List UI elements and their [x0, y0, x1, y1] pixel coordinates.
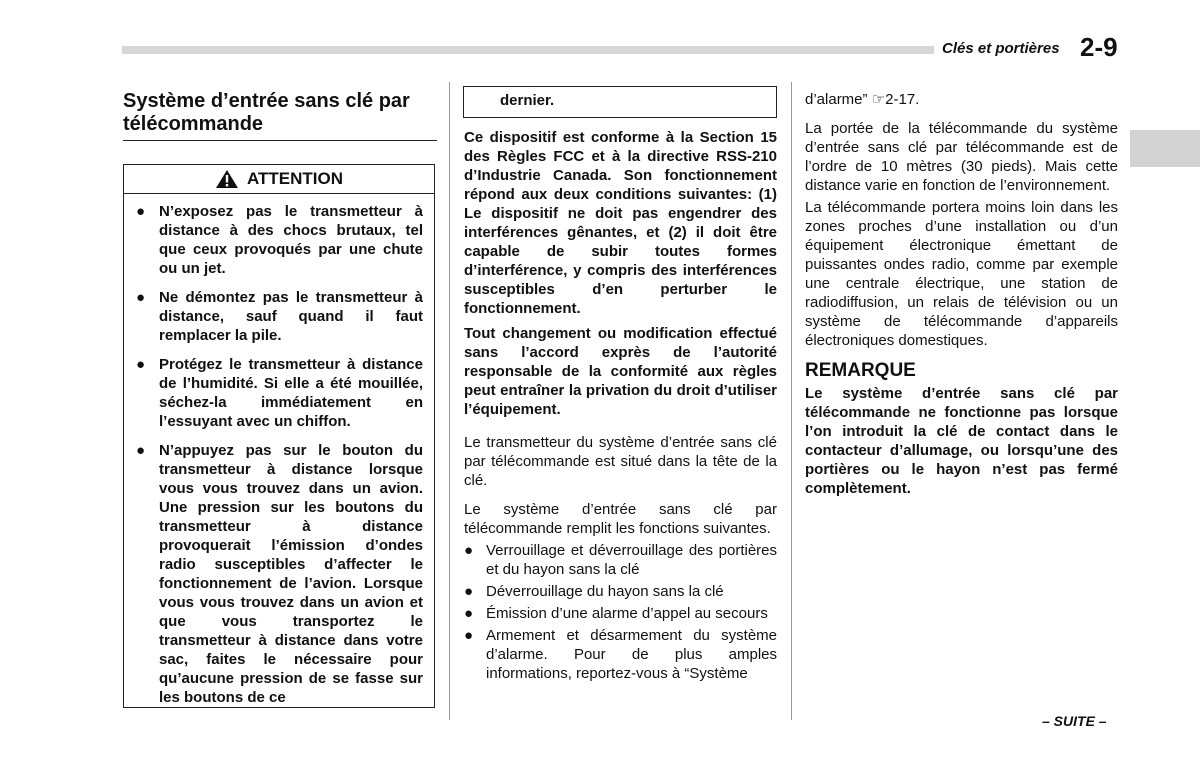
modification-warning-text: Tout changement ou modification effectué sans l’accord exprès de l’autorité responsable de la conformité aux règles peut entraîner la privation du droit d’utiliser l’équipement.: [464, 325, 777, 418]
fcc-compliance-text: Ce dispositif est conforme à la Section 15 des Règles FCC et à la directive RSS-210 d’Industrie Canada. Son fonctionnement répond aux deux conditions suivantes: (1) Le dispositif ne doit pas engendrer des interférences gênantes, et (2) il doit être capable de subir toutes formes d’interférence, y compris des interférences susceptibles d’en perturber le fonctionnement.: [464, 129, 777, 317]
header-section-title: Clés et portières: [942, 40, 1060, 57]
remarque-text: Le système d’entrée sans clé par télécommande ne fonctionne pas lorsque l’on introduit la clé de contact dans le contacteur d’allumage, ou lorsqu’une des portières ou le hayon n’est pas fermé complètement.: [805, 385, 1118, 497]
bullet-icon: ●: [464, 627, 474, 644]
column-divider-left: [449, 82, 450, 720]
transmitter-location-text: Le transmetteur du système d’entrée sans clé par télécommande est situé dans la tête de la clé.: [464, 434, 777, 489]
warning-triangle-icon: [215, 169, 239, 189]
continued-marker: – SUITE –: [1042, 713, 1107, 729]
remarque-heading: REMARQUE: [805, 360, 916, 381]
attention-list: [124, 194, 434, 707]
bullet-icon: ●: [136, 442, 146, 459]
page-reference: 2-17.: [885, 91, 920, 108]
page-number: 2-9: [1080, 32, 1118, 62]
attention-item: ● Protégez le transmetteur à distance de l’humidité. Si elle a été mouillée, séchez-la immédiatement en l’essuyant avec un chiffon.: [136, 356, 423, 430]
right-column: [805, 90, 1118, 504]
attention-continuation-box: [463, 86, 777, 118]
middle-column: [464, 128, 777, 686]
range-text: La portée de la télécommande du système d’entrée sans clé par télécommande est de l’ordre de 10 mètres (30 pieds). Mais cette distance varie en fonction de l’environnement.: [805, 120, 1118, 194]
alarm-reference: d’alarme” ☞2-17.: [805, 91, 920, 108]
bullet-icon: ●: [136, 289, 146, 306]
bullet-icon: ●: [464, 583, 474, 600]
attention-item: ● N’appuyez pas sur le bouton du transmetteur à distance lorsque vous vous trouvez dans un avion. Une pression sur les boutons du transmetteur à distance provoquerait l’émission d’ondes radio susceptibles d’affecter le fonctionnement de l’avion. Lorsque vous vous trouvez dans un avion et que vous transportez le transmetteur à distance dans votre sac, faites le nécessaire pour qu’aucune pression de se fasse sur les boutons de ce: [136, 442, 423, 706]
function-item: ● Armement et désarmement du système d’alarme. Pour de plus amples informations, reportez-vous à “Système: [464, 627, 777, 682]
function-item: ● Verrouillage et déverrouillage des portières et du hayon sans la clé: [464, 542, 777, 578]
header-rule: [122, 46, 934, 54]
interference-text: La télécommande portera moins loin dans les zones proches d’une installation ou d’un équipement électronique émettant de puissantes ondes radio, comme par exemple une centrale électrique, une station de radiodiffusion, un relais de télévision ou un système de télécommande d’appareils électroniques domestiques.: [805, 199, 1118, 349]
bullet-icon: ●: [136, 203, 146, 220]
functions-list: [464, 541, 777, 683]
attention-box: [123, 164, 435, 708]
section-tab-marker: [1130, 130, 1200, 167]
attention-item: ● Ne démontez pas le transmetteur à distance, sauf quand il faut remplacer la pile.: [136, 289, 423, 344]
functions-intro-text: Le système d’entrée sans clé par télécommande remplit les fonctions suivantes.: [464, 501, 777, 537]
column-divider-right: [791, 82, 792, 720]
attention-header: [124, 165, 434, 194]
bullet-icon: ●: [464, 605, 474, 622]
page-title: Système d’entrée sans clé par télécommande: [123, 90, 437, 141]
function-item: ● Déverrouillage du hayon sans la clé: [464, 583, 724, 600]
bullet-icon: ●: [464, 542, 474, 559]
bullet-icon: ●: [136, 356, 146, 373]
attention-item: ● N’exposez pas le transmetteur à distance à des chocs brutaux, tel que ceux provoqués par une chute ou un jet.: [136, 203, 423, 277]
function-item: ● Émission d’une alarme d’appel au secours: [464, 605, 768, 622]
attention-continuation-text: dernier.: [500, 92, 555, 109]
attention-label: ATTENTION: [246, 169, 343, 188]
page-reference-icon: ☞: [871, 91, 886, 108]
